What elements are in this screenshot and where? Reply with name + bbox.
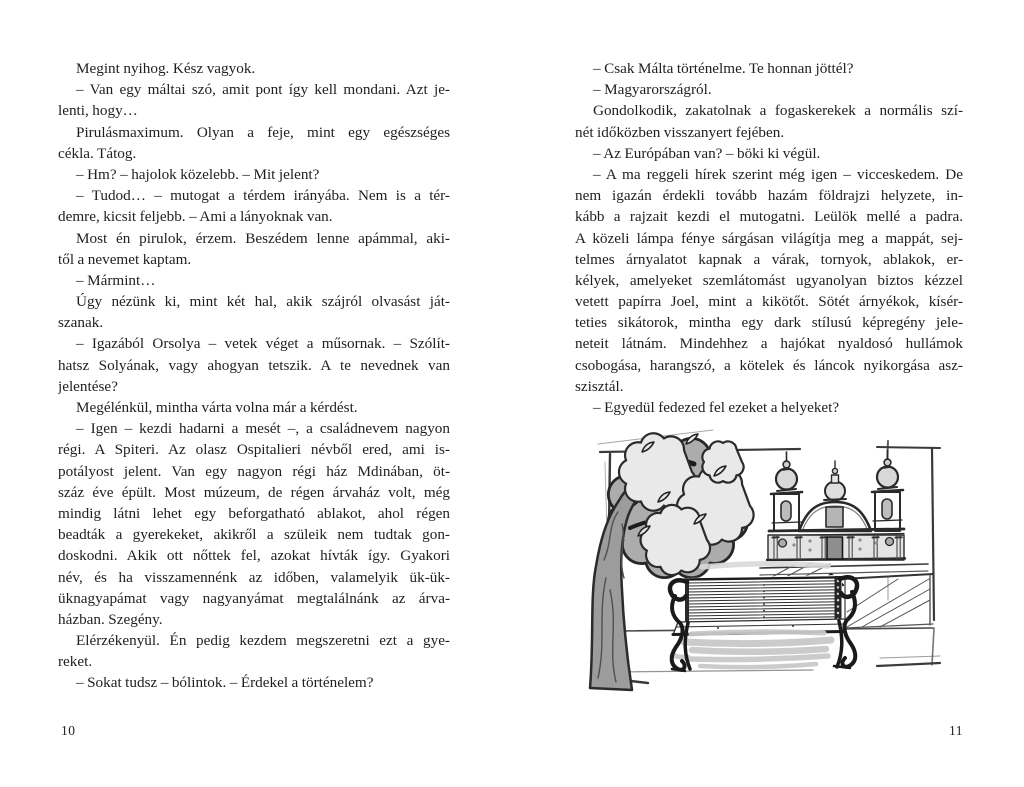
paragraph (58, 418, 450, 630)
text-line: házban. Szegény. (58, 610, 163, 628)
text-line: demre, kicsit feljebb. – Ami a lányoknak van. (58, 208, 333, 226)
paragraph (58, 164, 450, 185)
church-drawing (767, 450, 905, 560)
text-line: – Van egy máltai szó, amit pont így kell mondani. Azt je- (76, 81, 450, 99)
text-line: száz éve épült. Most múzeum, de régen árvaház volt, még (58, 483, 450, 501)
paragraph (58, 291, 450, 333)
text-line: től a nevemet kaptam. (58, 250, 192, 268)
text-line: szanak. (58, 314, 104, 332)
text-line: Megint nyihog. Kész vagyok. (76, 60, 256, 77)
text-line: cékla. Tátog. (58, 144, 137, 162)
text-line: – Magyarországról. (593, 81, 712, 99)
paragraph (575, 58, 963, 79)
text-line: neteit látnám. Mindehhez a hajókat nyaldosó hullámok (575, 335, 963, 353)
text-line: – Egyedül fedezed fel ezeket a helyeket? (593, 399, 840, 416)
paragraph (58, 122, 450, 164)
text-line: doskodni. Akik ott nőttek fel, azokat hívták így. Gyakori (58, 547, 450, 565)
paragraph (58, 630, 450, 672)
text-line: – Csak Málta történelme. Te honnan jöttél? (593, 60, 854, 77)
page-number-right: 11 (949, 723, 963, 738)
text-line: mindig látni lehet egy beforgatható ablakot, ahol régen (58, 504, 450, 522)
text-line: reket. (58, 653, 93, 671)
bench-drawing (673, 575, 848, 635)
text-line: jelentése? (58, 377, 118, 395)
text-line: nét időközben visszanyert fejében. (575, 123, 785, 141)
text-line: régi. A Spiteri. Az olasz Ospitalieri névből ered, ami is- (58, 441, 450, 459)
text-line: teties sikátorok, mintha egy dark stílusú képregény jele- (575, 314, 963, 332)
right-page-text (575, 58, 963, 418)
text-line: Megélénkül, mintha várta volna már a kérdést. (76, 399, 358, 416)
text-line: kább a rajzait kezdi el mutogatni. Leülök mellé a padra. (575, 208, 963, 226)
text-line: név, és ha visszamennénk az időben, valamelyik ük-ük- (58, 568, 450, 586)
text-line: csobogása, harangszó, a kötelek és láncok nyikorgása asz- (575, 356, 963, 374)
paragraph (575, 100, 963, 142)
text-line: lenti, hogy… (58, 102, 138, 120)
text-line: A közeli lámpa fénye sárgásan világítja meg a mappát, sej- (575, 229, 963, 247)
text-line: – Hm? – hajolok közelebb. – Mit jelent? (76, 165, 320, 183)
text-line: Elérzékenyül. Én pedig kezdem megszeretni ezt a gye- (76, 632, 450, 650)
text-line: vetett papírra Joel, mint a kikötőt. Sötét árnyékok, kísér- (575, 293, 963, 311)
text-line: kélyek, amelyeket szemlátomást ugyanolyan biztos kézzel (575, 271, 963, 289)
paragraph (58, 79, 450, 121)
illustration-sketch (588, 428, 966, 720)
paragraph (575, 397, 963, 418)
text-line: – A ma reggeli hírek szerint még igen – vicceskedem. De (593, 165, 963, 183)
text-line: potályost jelent. Van egy nagyon régi ház Mdinában, öt- (58, 462, 450, 480)
paragraph (58, 270, 450, 291)
bench-shadow (672, 632, 831, 667)
text-line: Most én pirulok, érzem. Beszédem lenne apámmal, aki- (76, 229, 450, 247)
text-line: – Igazából Orsolya – vetek véget a műsornak. – Szólít- (76, 335, 450, 353)
text-line: szisztál. (575, 377, 624, 395)
text-line: telmes árnyalatot kapnak a várak, tornyok, ablakok, er- (575, 250, 963, 268)
paragraph (58, 672, 450, 693)
text-line: – Sokat tudsz – bólintok. – Érdekel a történelem? (76, 674, 374, 692)
paragraph (575, 164, 963, 397)
text-line: üknagyapámat vagy nagyanyámat megtalálnánk az árva- (58, 589, 450, 607)
paragraph (58, 228, 450, 270)
left-page-text (58, 58, 450, 694)
text-line: Gondolkodik, zakatolnak a fogaskerekek a normális szí- (593, 102, 963, 120)
paragraph (58, 58, 450, 79)
text-line: – Az Európában van? – böki ki végül. (593, 144, 821, 162)
text-line: nem igazán érdekli tovább hazám földrajzi helyzete, in- (575, 187, 963, 205)
text-line: Pirulásmaximum. Olyan a feje, mint egy egészséges (76, 123, 450, 141)
hedge-smudge (702, 564, 828, 567)
paragraph (575, 143, 963, 164)
text-line: hatsz Solyának, vagy ahogyan tetszik. A te nevednek van (58, 356, 450, 374)
paragraph (58, 397, 450, 418)
text-line: beadták a gyerekeket, akikről a szüleik nem tudtak gon- (58, 526, 450, 544)
text-line: – Tudod… – mutogat a térdem irányába. Nem is a tér- (76, 187, 450, 205)
paragraph (58, 185, 450, 227)
text-line: – Mármint… (76, 271, 156, 289)
text-line: Úgy nézünk ki, mint két hal, akik szájról olvasást ját- (76, 293, 450, 311)
page-number-left: 10 (61, 723, 76, 738)
paragraph (58, 333, 450, 397)
text-line: – Igen – kezdi hadarni a mesét –, a családnevem nagyon (76, 420, 450, 438)
paragraph (575, 79, 963, 100)
